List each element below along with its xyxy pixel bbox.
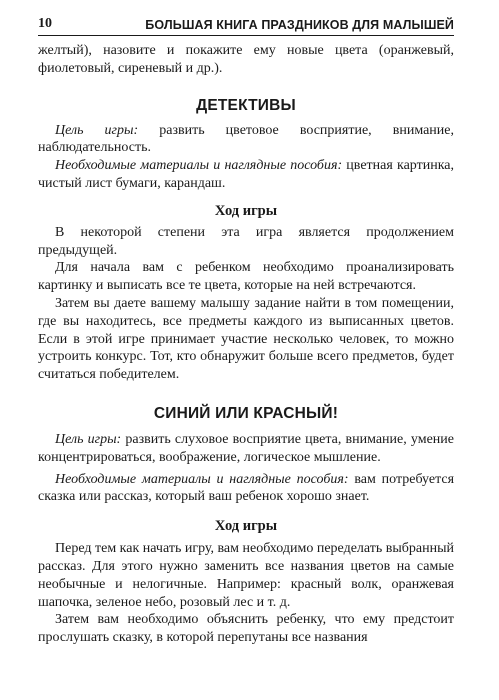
materials-label: Необходимые материалы и наглядные пособия: [55,471,349,487]
game2-goal [38,431,454,467]
goal-text: развить цветовое восприятие, внимание, наблюдательность. [38,122,455,156]
game-title-detectives: ДЕТЕКТИВЫ [196,96,296,114]
running-header [38,10,454,36]
game2-paragraph: Перед тем как начать игру, вам необходимо переделать выбранный рассказ. Для этого нужно заменить все названия цветов на самые необычные и нелогичные. Например: красный волк, оранжевая шапочка, зеленое небо, розовый лес и т. д. [38,541,454,610]
goal-text: развить слуховое восприятие цвета, внимание, умение концентрироваться, воображение, логическое мышление. [38,431,454,465]
page-number: 10 [38,16,52,31]
game1-paragraph: В некоторой степени эта игра является продолжением предыдущей. [38,224,454,258]
goal-label: Цель игры: [55,122,139,138]
game2-materials [38,471,454,507]
game1-goal [38,122,454,158]
running-title: БОЛЬШАЯ КНИГА ПРАЗДНИКОВ ДЛЯ МАЛЫШЕЙ [145,18,454,32]
game1-progress-heading: Ход игры [214,202,278,219]
game1-paragraph: Затем вы даете вашему малышу задание найти в том помещении, где вы находитесь, все предметы каждого из выписанных цветов. Если в этой игре принимает участие несколько человек, то можно устроить конкурс. Тот, кто обнаружит больше всего предметов, будет считаться победителем. [38,295,454,383]
goal-label: Цель игры: [55,431,122,447]
continuation-paragraph: желтый), назовите и покажите ему новые цвета (оранжевый, фиолетовый, сиреневый и др.). [38,43,454,76]
game-title-blue-or-red: СИНИЙ ИЛИ КРАСНЫЙ! [153,404,339,422]
game2-progress-heading: Ход игры [214,518,278,535]
game2-paragraph: Затем вам необходимо объяснить ребенку, что ему предстоит прослушать сказку, в которой перепутаны все названия [38,612,454,646]
materials-text: вам потребуется сказка или рассказ, который ваш ребенок хорошо знает. [38,471,455,505]
game1-materials [38,157,454,193]
materials-text: цветная картинка, чистый лист бумаги, карандаш. [38,158,455,191]
game1-paragraph: Для начала вам с ребенком необходимо проанализировать картинку и выписать все те цвета, которые на ней встречаются. [38,260,454,294]
book-page [38,10,454,647]
materials-label: Необходимые материалы и наглядные пособия: [55,158,343,174]
